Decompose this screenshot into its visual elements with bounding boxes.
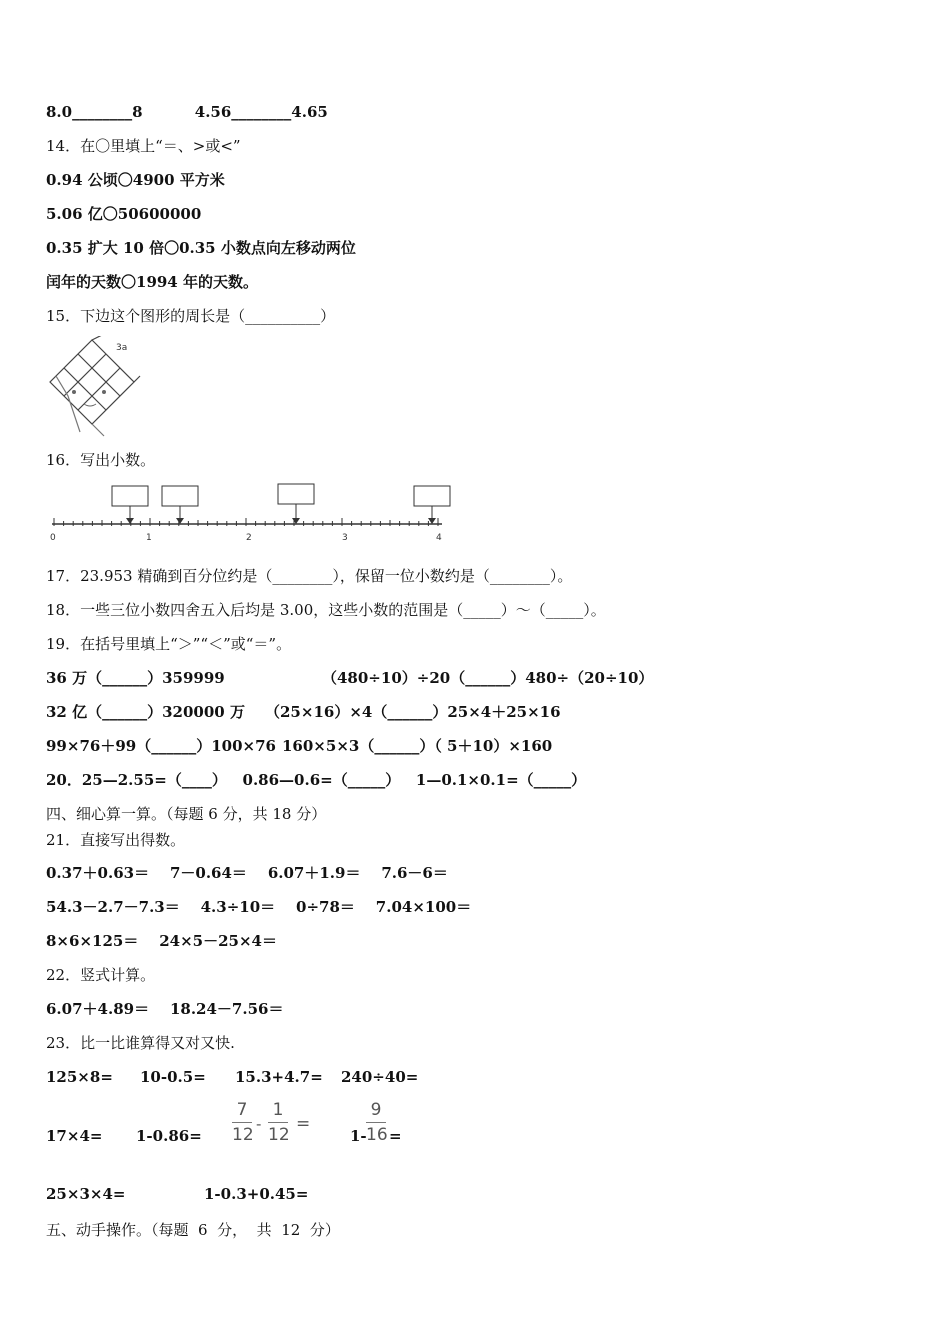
section-5-heading: 五、动手操作。（每题 6 分， 共 12 分）	[46, 1221, 340, 1239]
question-22: 22．竖式计算。	[46, 966, 156, 984]
question-19: 19．在括号里填上“＞”“＜”或“＝”。	[46, 635, 292, 653]
q21-row-b: 54.3－2.7－7.3＝ 4.3÷10＝ 0÷78＝ 7.04×100＝	[46, 898, 472, 916]
question-23: 23．比一比谁算得又对又快.	[46, 1034, 235, 1052]
q14-item-d: 闰年的天数〇1994 年的天数。	[46, 273, 258, 291]
fraction-denominator: 12	[232, 1125, 254, 1145]
q23-r1-c3: 15.3+4.7=	[235, 1068, 323, 1086]
fraction-denominator: 12	[268, 1125, 290, 1145]
fraction-7-12	[232, 1100, 252, 1145]
tick-label-3: 3	[342, 533, 348, 543]
q23-r3-c2: 1-0.3+0.45=	[204, 1185, 309, 1203]
question-18: 18．一些三位小数四舍五入后均是 3.00，这些小数的范围是（_____）～（_____）。	[46, 601, 606, 619]
line-compare-decimals: 8.0________8 4.56________4.65	[46, 103, 328, 121]
section-4-heading: 四、细心算一算。（每题 6 分，共 18 分）	[46, 805, 327, 823]
number-line	[46, 480, 456, 544]
q14-item-c: 0.35 扩大 10 倍〇0.35 小数点向左移动两位	[46, 239, 356, 257]
figure-label: 3a	[116, 343, 128, 353]
question-16: 16．写出小数。	[46, 451, 156, 469]
tick-label-2: 2	[246, 533, 252, 543]
q22-row: 6.07＋4.89＝ 18.24－7.56＝	[46, 1000, 284, 1018]
q14-item-a: 0.94 公顷〇4900 平方米	[46, 171, 225, 189]
q21-row-a: 0.37＋0.63＝ 7－0.64＝ 6.07＋1.9＝ 7.6－6＝	[46, 864, 448, 882]
q19-a-left: 36 万（______）359999	[46, 669, 225, 687]
q19-c-left: 99×76＋99（______）100×76	[46, 737, 276, 755]
q19-b-right: （25×16）×4（______）25×4＋25×16	[265, 703, 561, 721]
q23-r1-c2: 10-0.5=	[140, 1068, 206, 1086]
q19-a-right: （480÷10）÷20（______）480÷（20÷10）	[322, 669, 654, 687]
q23-r2-c1: 17×4=	[46, 1127, 103, 1145]
answer-box-2[interactable]	[162, 486, 198, 506]
q23-r2-c4-prefix: 1-	[350, 1127, 367, 1145]
question-15: 15．下边这个图形的周长是（__________）	[46, 307, 336, 325]
minus-sign: -	[256, 1115, 262, 1133]
tick-label-1: 1	[146, 533, 152, 543]
equals-sign-2: =	[389, 1127, 402, 1145]
question-20: 20．25—2.55=（____） 0.86—0.6=（_____） 1—0.1×0.1=（_____）	[46, 771, 587, 789]
fraction-numerator: 9	[370, 1100, 382, 1120]
q14-item-b: 5.06 亿〇50600000	[46, 205, 202, 223]
perimeter-figure	[44, 336, 144, 440]
q23-r1-c1: 125×8=	[46, 1068, 113, 1086]
q23-r1-c4: 240÷40=	[341, 1068, 419, 1086]
fraction-9-16	[366, 1100, 386, 1145]
answer-box-3[interactable]	[278, 484, 314, 504]
q19-c-right: 160×5×3（______）（ 5＋10）×160	[282, 737, 553, 755]
q21-row-c: 8×6×125＝ 24×5－25×4＝	[46, 932, 277, 950]
answer-box-4[interactable]	[414, 486, 450, 506]
question-14: 14．在〇里填上“＝、>或<”	[46, 137, 241, 155]
q23-r2-c2: 1-0.86=	[136, 1127, 202, 1145]
fraction-numerator: 7	[236, 1100, 248, 1120]
q19-b-left: 32 亿（______）320000 万	[46, 703, 245, 721]
question-21: 21．直接写出得数。	[46, 831, 186, 849]
tick-label-0: 0	[50, 533, 56, 543]
fraction-numerator: 1	[272, 1100, 284, 1120]
answer-box-1[interactable]	[112, 486, 148, 506]
fraction-denominator: 16	[366, 1125, 388, 1145]
tick-label-4: 4	[436, 533, 442, 543]
q23-r3-c1: 25×3×4=	[46, 1185, 126, 1203]
question-17: 17．23.953 精确到百分位约是（________），保留一位小数约是（________）。	[46, 567, 573, 585]
equals-sign: =	[296, 1114, 311, 1134]
fraction-1-12	[268, 1100, 288, 1145]
